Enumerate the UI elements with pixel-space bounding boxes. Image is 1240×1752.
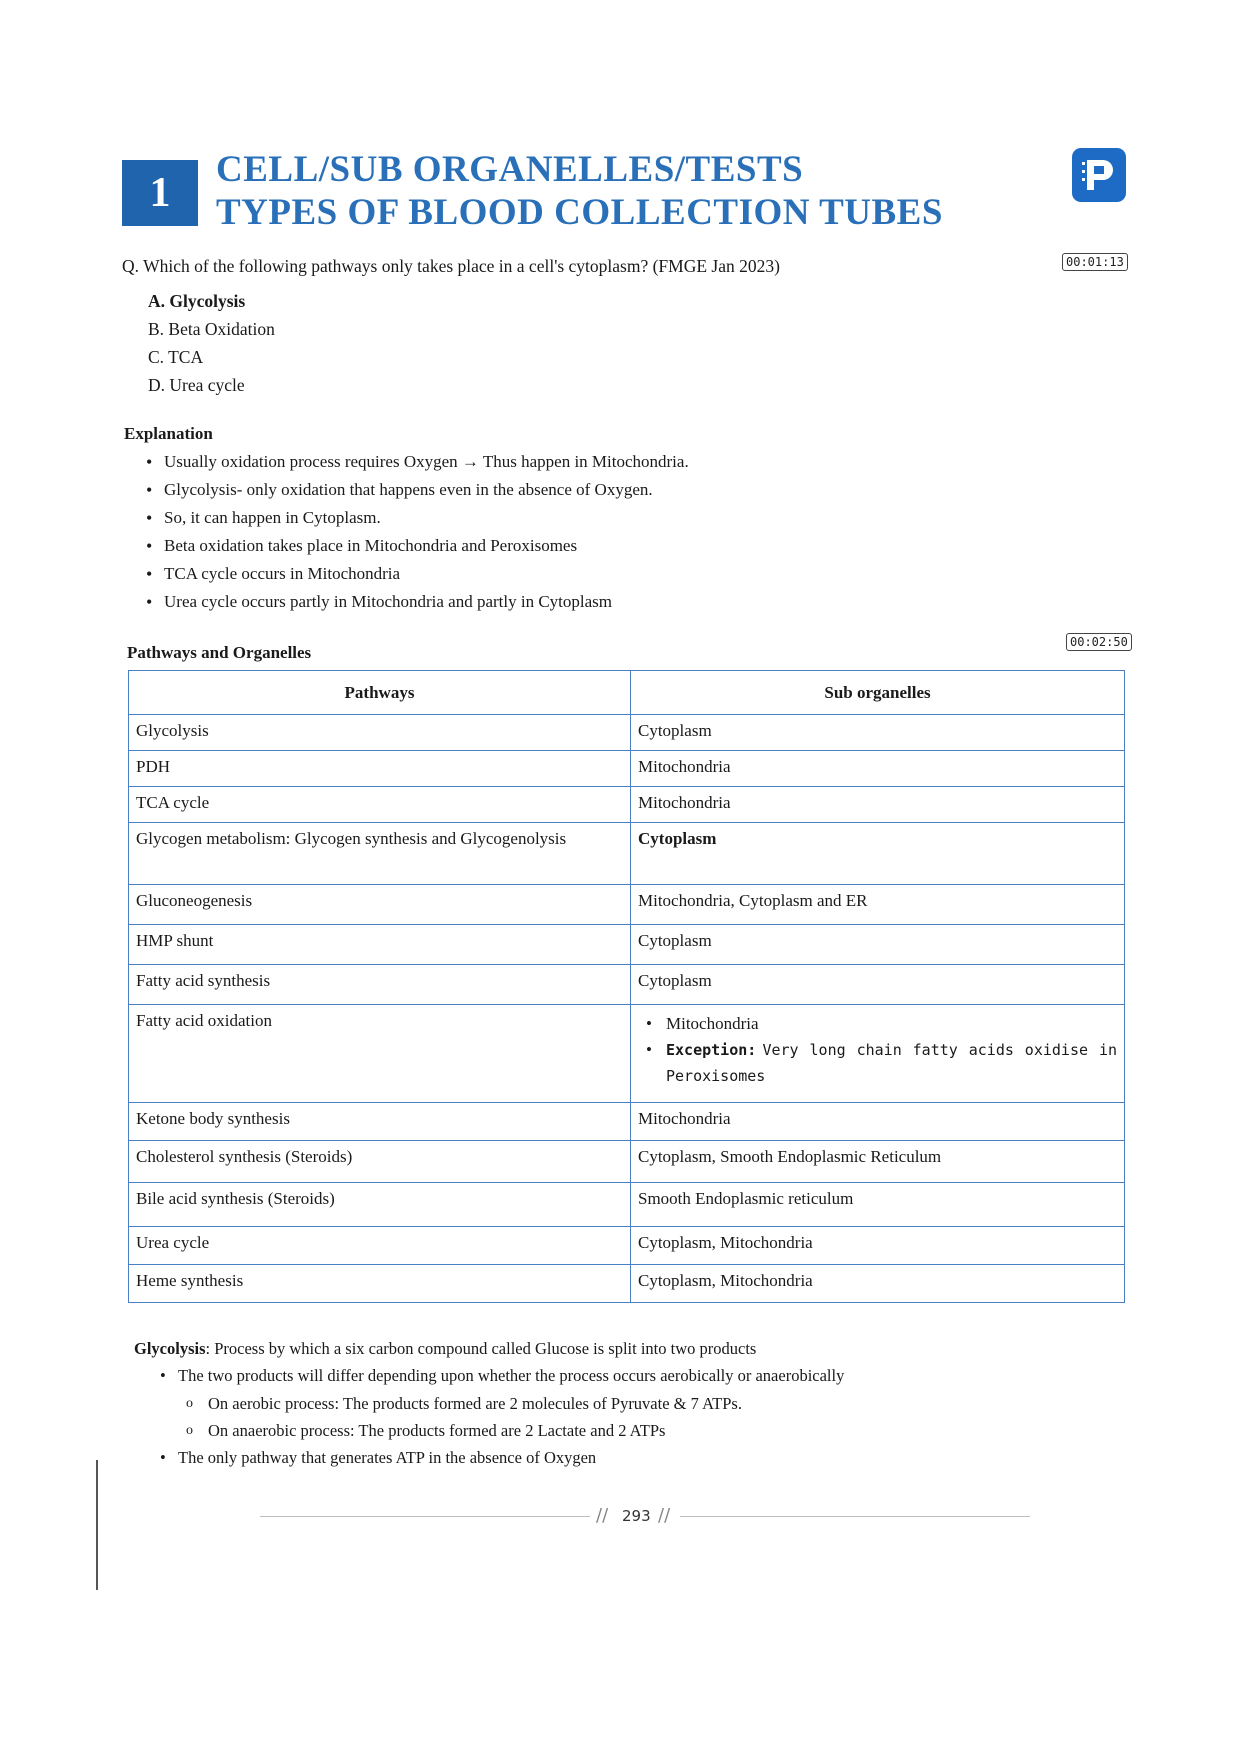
chapter-title <box>216 148 976 234</box>
page-footer <box>260 1505 1030 1529</box>
question-text: Q. Which of the following pathways only takes place in a cell's cytoplasm? (FMGE Jan 2023) <box>122 256 780 276</box>
footer-slash-icon: // <box>596 1505 609 1526</box>
organelle-cell: Cytoplasm, Mitochondria <box>631 1227 1125 1265</box>
pathway-cell: Cholesterol synthesis (Steroids) <box>129 1141 631 1183</box>
glycolysis-item <box>160 1362 1094 1444</box>
option-b: B. Beta Oxidation <box>148 319 275 339</box>
explanation-item: • So, it can happen in Cytoplasm. <box>146 504 1024 532</box>
organelle-cell: Mitochondria <box>631 751 1125 787</box>
organelle-cell: Mitochondria, Cytoplasm and ER <box>631 885 1125 925</box>
exception-text: Very long chain fatty acids oxidise in Peroxisomes <box>666 1041 1118 1085</box>
explanation-item: • Usually oxidation process requires Oxygen → Thus happen in Mitochondria. <box>146 448 1024 476</box>
pathway-cell: Glycolysis <box>129 715 631 751</box>
glycolysis-list <box>134 1362 1094 1472</box>
table-row <box>129 823 1125 885</box>
organelle-bullet-list <box>638 1011 1117 1089</box>
table-row <box>129 1141 1125 1183</box>
option-c: C. TCA <box>148 347 204 367</box>
table-row <box>129 1227 1125 1265</box>
explanation-heading: Explanation <box>124 424 213 443</box>
question-timestamp[interactable]: 00:01:13 <box>1062 253 1128 271</box>
option-d: D. Urea cycle <box>148 375 245 395</box>
pathways-heading: Pathways and Organelles <box>127 643 312 662</box>
pathways-timestamp[interactable]: 00:02:50 <box>1066 633 1132 651</box>
question-block <box>122 256 1022 399</box>
glycolysis-sub-item: o On anaerobic process: The products formed are 2 Lactate and 2 ATPs <box>186 1417 1094 1444</box>
pathway-cell: Urea cycle <box>129 1227 631 1265</box>
explanation-item: • TCA cycle occurs in Mitochondria <box>146 560 1024 588</box>
glycolysis-term: Glycolysis <box>134 1339 206 1358</box>
chapter-number-badge: 1 <box>122 160 198 226</box>
exception-label: Exception: <box>666 1041 757 1059</box>
brand-logo-icon <box>1072 148 1126 202</box>
glycolysis-sub-item: o On aerobic process: The products formed are 2 molecules of Pyruvate & 7 ATPs. <box>186 1390 1094 1417</box>
explanation-item: • Glycolysis- only oxidation that happens even in the absence of Oxygen. <box>146 476 1024 504</box>
glycolysis-item: • The only pathway that generates ATP in the absence of Oxygen <box>160 1444 1094 1472</box>
column-header-pathways: Pathways <box>129 671 631 715</box>
organelle-bullet-exception <box>644 1037 1117 1089</box>
pathway-cell: PDH <box>129 751 631 787</box>
organelle-cell: Cytoplasm <box>631 925 1125 965</box>
pathway-cell: Bile acid synthesis (Steroids) <box>129 1183 631 1227</box>
organelle-cell: Mitochondria <box>631 787 1125 823</box>
pathway-cell: Fatty acid oxidation <box>129 1005 631 1103</box>
pathway-cell: TCA cycle <box>129 787 631 823</box>
table-row <box>129 1265 1125 1303</box>
table-row <box>129 885 1125 925</box>
glycolysis-definition <box>134 1336 1094 1362</box>
explanation-item: • Beta oxidation takes place in Mitochondria and Peroxisomes <box>146 532 1024 560</box>
table-row <box>129 751 1125 787</box>
explanation-list <box>124 448 1024 616</box>
table-row <box>129 1183 1125 1227</box>
glycolysis-item-text: The two products will differ depending upon whether the process occurs aerobically or anaerobically <box>178 1366 845 1385</box>
pathway-cell: Fatty acid synthesis <box>129 965 631 1005</box>
table-row <box>129 1005 1125 1103</box>
table-row <box>129 787 1125 823</box>
table-row <box>129 965 1125 1005</box>
explanation-item: • Urea cycle occurs partly in Mitochondria and partly in Cytoplasm <box>146 588 1024 616</box>
organelle-cell <box>631 1005 1125 1103</box>
option-list <box>122 287 1022 399</box>
chapter-title-line2: TYPES OF BLOOD COLLECTION TUBES <box>216 192 943 233</box>
chapter-title-line1: CELL/SUB ORGANELLES/TESTS <box>216 149 804 190</box>
column-header-organelles: Sub organelles <box>631 671 1125 715</box>
organelle-cell: Mitochondria <box>631 1103 1125 1141</box>
pathway-cell: Glycogen metabolism: Glycogen synthesis and Glycogenolysis <box>129 823 631 885</box>
organelle-cell: Smooth Endoplasmic reticulum <box>631 1183 1125 1227</box>
chapter-header <box>122 149 1122 236</box>
organelle-cell: Cytoplasm, Mitochondria <box>631 1265 1125 1303</box>
page-number: 293 <box>622 1507 651 1525</box>
pathways-table <box>128 670 1125 1303</box>
table-row <box>129 715 1125 751</box>
pathway-cell: Heme synthesis <box>129 1265 631 1303</box>
organelle-bullet: • Mitochondria <box>644 1011 1117 1037</box>
organelle-cell: Cytoplasm <box>631 965 1125 1005</box>
organelle-cell: Cytoplasm <box>631 715 1125 751</box>
footer-divider-left <box>260 1516 590 1517</box>
pathway-cell: Gluconeogenesis <box>129 885 631 925</box>
footer-divider-right <box>680 1516 1030 1517</box>
explanation-block <box>124 424 1024 616</box>
margin-rule <box>96 1460 98 1590</box>
table-row <box>129 1103 1125 1141</box>
glycolysis-notes <box>134 1336 1094 1472</box>
pathway-cell: HMP shunt <box>129 925 631 965</box>
footer-slash-icon: // <box>658 1505 671 1526</box>
pathway-cell: Ketone body synthesis <box>129 1103 631 1141</box>
glycolysis-sub-list <box>178 1390 1094 1444</box>
glycolysis-definition-text: : Process by which a six carbon compound called Glucose is split into two products <box>205 1339 757 1358</box>
option-a: A. Glycolysis <box>148 291 246 311</box>
table-header-row <box>129 671 1125 715</box>
organelle-cell: Cytoplasm <box>631 823 1125 885</box>
table-row <box>129 925 1125 965</box>
organelle-cell: Cytoplasm, Smooth Endoplasmic Reticulum <box>631 1141 1125 1183</box>
